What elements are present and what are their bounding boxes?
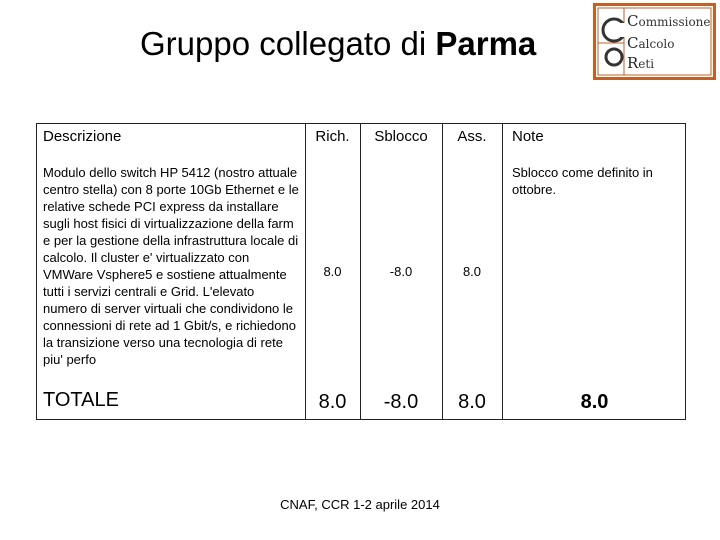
header-rich: Rich. — [315, 128, 350, 145]
title-city: Parma — [435, 25, 537, 62]
slide-footer: CNAF, CCR 1-2 aprile 2014 — [280, 497, 440, 512]
totale-label: TOTALE — [43, 389, 119, 411]
row-rich: 8.0 — [323, 264, 342, 279]
header-descrizione: Descrizione — [43, 128, 122, 145]
slide-title — [140, 24, 536, 64]
row-ass: 8.0 — [462, 264, 482, 279]
header-ass: Ass. — [457, 128, 487, 145]
totale-note: 8.0 — [580, 391, 609, 413]
row-descrizione: Modulo dello switch HP 5412 (nostro attuale centro stella) con 8 porte 10Gb Ethernet e le relative schede PCI express da installare sugli host fisici di virtualizzazione della farm e per la gestione della infrastruttura locale di calcolo. Il cluster e' virtualizzato con VMWare Vsphere5 e sostiene attualmente tutti i servizi centrali e Grid. L'elevato numero di server virtuali che condividono le connessioni di rete ad 1 Gbit/s, e richiedono la transizione verso una tecnologia di rete piu' perfo — [43, 165, 299, 367]
header-sblocco: Sblocco — [374, 128, 428, 145]
row-note: Sblocco come definito in ottobre. — [512, 165, 653, 197]
row-sblocco: -8.0 — [389, 264, 413, 279]
header-note: Note — [512, 128, 544, 145]
title-prefix: Gruppo collegato di — [140, 25, 436, 62]
col-divider — [502, 124, 503, 419]
totale-ass: 8.0 — [458, 391, 486, 413]
budget-table — [36, 123, 686, 420]
logo-line-2: Calcolo — [627, 34, 675, 52]
totale-sblocco: -8.0 — [383, 391, 419, 413]
logo-line-3: Reti — [627, 54, 655, 72]
ccr-logo — [593, 3, 716, 80]
logo-line-1: Commissione — [627, 12, 711, 30]
totale-rich: 8.0 — [318, 391, 347, 413]
